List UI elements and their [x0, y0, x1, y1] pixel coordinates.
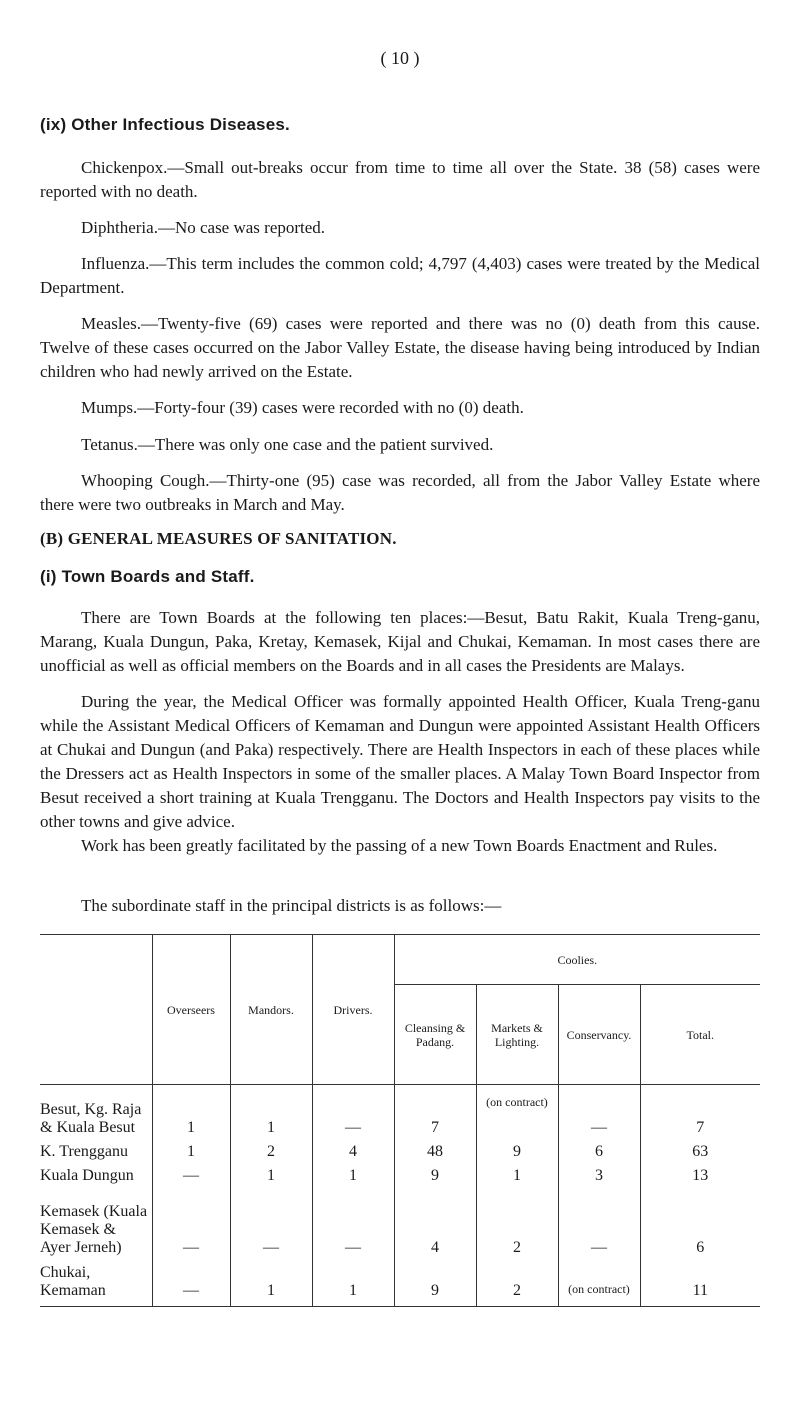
paragraph-staff-intro: [40, 894, 760, 918]
mumps-text: Mumps.—Forty-four (39) cases were recorded with no (0) death.: [81, 398, 524, 417]
cell-total: 7: [640, 1085, 760, 1137]
cell-markets: 1: [476, 1161, 558, 1185]
row-label-kuala-dungun: [40, 1161, 152, 1185]
town-boards-text: There are Town Boards at the following ten places:—Besut, Batu Rakit, Kuala Treng-ganu, Marang, Kuala Dungun, Paka, Kretay, Kemasek, Kijal and Chukai, Kemaman. In most cases there are unofficial as well as official members on the Boards and in all cases the Presidents are Malays.: [40, 608, 760, 675]
cell-cleansing: 48: [394, 1137, 476, 1161]
section-title-town-boards: (i) Town Boards and Staff.: [40, 567, 255, 586]
cell-drivers: —: [312, 1085, 394, 1137]
row-label-line: Besut, Kg. Raja: [40, 1100, 142, 1118]
row-label-kemasek: [40, 1185, 152, 1257]
paragraph-chickenpox: [40, 156, 760, 204]
table-row: [40, 1137, 760, 1161]
table-row: [40, 1085, 760, 1137]
on-contract-note: (on contract): [568, 1282, 630, 1296]
chickenpox-text: Chickenpox.—Small out-breaks occur from time to time all over the State. 38 (58) cases were reported with no death.: [40, 158, 760, 201]
staff-table-wrapper: [40, 934, 760, 1307]
header-corner-lower: [40, 985, 152, 1085]
cell-overseers: —: [152, 1161, 230, 1185]
cell-cleansing: 7: [394, 1085, 476, 1137]
cell-drivers: 1: [312, 1257, 394, 1307]
cell-conservancy: 6: [558, 1137, 640, 1161]
cell-markets: 2: [476, 1257, 558, 1307]
col-header-markets: Markets & Lighting.: [476, 985, 558, 1085]
cell-cleansing: 9: [394, 1257, 476, 1307]
col-group-header-coolies: Coolies.: [394, 935, 760, 985]
paragraph-influenza: [40, 252, 760, 300]
col-header-overseers: Overseers: [152, 935, 230, 1085]
table-row: [40, 1161, 760, 1185]
medical-officer-text: During the year, the Medical Officer was formally appointed Health Officer, Kuala Treng-ganu while the Assistant Medical Officers of Kemaman and Dungun were appointed Assistant Health Officers at Chukai and Dungun (and Paka) respectively. There are Health Inspectors in each of these places while the Dressers act as Health Inspectors in some of the smaller places. A Malay Town Board Inspector from Besut received a short training at Kuala Trengganu. The Doctors and Health Inspectors pay visits to the other towns and give advice.: [40, 692, 760, 831]
cell-conservancy: 3: [558, 1161, 640, 1185]
cell-cleansing: 9: [394, 1161, 476, 1185]
paragraph-enactment: [40, 834, 760, 858]
cell-overseers: —: [152, 1185, 230, 1257]
paragraph-measles: [40, 312, 760, 384]
section-title-other-infectious-diseases: (ix) Other Infectious Diseases.: [40, 115, 290, 134]
on-contract-note: (on contract): [486, 1095, 548, 1109]
cell-mandors: 1: [230, 1161, 312, 1185]
cell-conservancy: —: [558, 1085, 640, 1137]
paragraph-whooping-cough: [40, 469, 760, 517]
cell-drivers: 1: [312, 1161, 394, 1185]
col-header-conservancy: Conservancy.: [558, 985, 640, 1085]
cell-total: 11: [640, 1257, 760, 1307]
section-title-general-measures: (B) GENERAL MEASURES OF SANITATION.: [40, 529, 397, 548]
cell-cleansing: 4: [394, 1185, 476, 1257]
paragraph-mumps: [40, 396, 760, 420]
cell-mandors: —: [230, 1185, 312, 1257]
table-row: [40, 1185, 760, 1257]
cell-mandors: 1: [230, 1085, 312, 1137]
whooping-cough-text: Whooping Cough.—Thirty-one (95) case was recorded, all from the Jabor Valley Estate where there were two outbreaks in March and May.: [40, 471, 760, 514]
cell-markets: [476, 1085, 558, 1137]
influenza-text: Influenza.—This term includes the common cold; 4,797 (4,403) cases were treated by the Medical Department.: [40, 254, 760, 297]
cell-markets: 9: [476, 1137, 558, 1161]
col-header-cleansing: Cleansing & Padang.: [394, 985, 476, 1085]
paragraph-tetanus: [40, 433, 760, 457]
page-number: ( 10 ): [380, 48, 420, 68]
cell-conservancy: [558, 1257, 640, 1307]
row-label-line: Ayer Jerneh): [40, 1238, 122, 1256]
cell-conservancy: —: [558, 1185, 640, 1257]
row-label-line: Chukai,: [40, 1264, 91, 1281]
cell-overseers: 1: [152, 1137, 230, 1161]
cell-drivers: 4: [312, 1137, 394, 1161]
table-row: [40, 1257, 760, 1307]
cell-total: 63: [640, 1137, 760, 1161]
cell-overseers: —: [152, 1257, 230, 1307]
tetanus-text: Tetanus.—There was only one case and the patient survived.: [81, 435, 494, 454]
row-label-line: Kemaman: [40, 1282, 106, 1299]
row-label-line: K. Trengganu: [40, 1142, 129, 1160]
cell-total: 6: [640, 1185, 760, 1257]
paragraph-town-boards: [40, 606, 760, 678]
measles-text: Measles.—Twenty-five (69) cases were reported and there was no (0) death from this cause. Twelve of these cases occurred on the Jabor Valley Estate, the disease having being introduced by Indian children who had newly arrived on the Estate.: [40, 314, 760, 381]
cell-mandors: 2: [230, 1137, 312, 1161]
paragraph-medical-officer: [40, 690, 760, 834]
col-header-drivers: Drivers.: [312, 935, 394, 1085]
paragraph-diphtheria: [40, 216, 760, 240]
cell-markets: 2: [476, 1185, 558, 1257]
row-label-line: & Kuala Besut: [40, 1118, 136, 1136]
staff-table: [40, 934, 760, 1307]
row-label-line: Kuala Dungun: [40, 1166, 134, 1184]
diphtheria-text: Diphtheria.—No case was reported.: [81, 218, 326, 237]
cell-mandors: 1: [230, 1257, 312, 1307]
row-label-line: Kemasek (Kuala: [40, 1202, 148, 1220]
col-header-total: Total.: [640, 985, 760, 1085]
row-label-chukai: [40, 1257, 152, 1307]
row-label-k-trengganu: [40, 1137, 152, 1161]
staff-intro-text: The subordinate staff in the principal districts is as follows:—: [81, 896, 502, 915]
cell-drivers: —: [312, 1185, 394, 1257]
cell-total: 13: [640, 1161, 760, 1185]
col-header-mandors: Mandors.: [230, 935, 312, 1085]
header-corner: [40, 935, 152, 985]
enactment-text: Work has been greatly facilitated by the passing of a new Town Boards Enactment and Rules.: [81, 836, 718, 855]
row-label-line: Kemasek &: [40, 1220, 116, 1238]
row-label-besut: [40, 1085, 152, 1137]
cell-overseers: 1: [152, 1085, 230, 1137]
